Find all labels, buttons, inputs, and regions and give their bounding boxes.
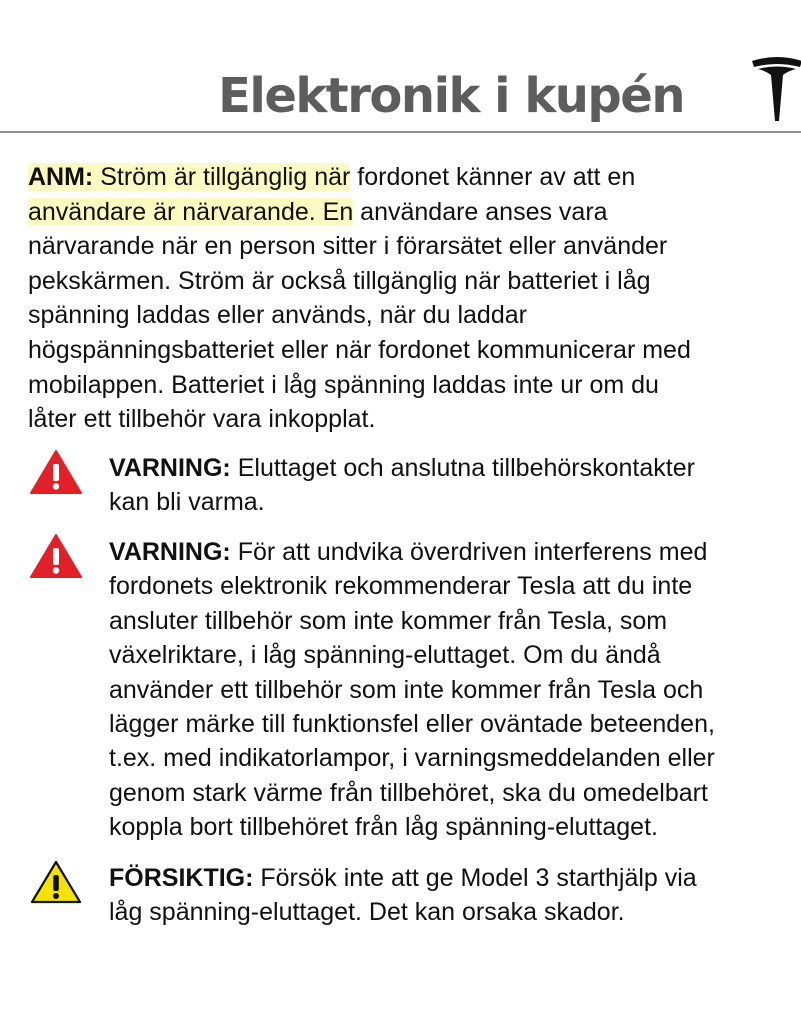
note-label: ANM: <box>28 163 94 191</box>
warning-line: fordonets elektronik rekommenderar Tesla att du inte <box>109 572 693 601</box>
warning-triangle-red-icon <box>29 533 83 579</box>
caution-line: låg spänning-eluttaget. Det kan orsaka skador. <box>109 898 625 927</box>
warning-line: använder ett tillbehör som inte kommer från Tesla och <box>109 675 704 704</box>
warning-block <box>109 451 801 520</box>
note-line: högspänningsbatteriet eller när fordonet kommunicerar med <box>28 335 691 364</box>
note-line: pekskärmen. Ström är också tillgänglig när batteriet i låg <box>28 266 651 295</box>
caution-line: FÖRSIKTIG: Försök inte att ge Model 3 starthjälp via <box>109 864 697 892</box>
note-line: användare är närvarande. En användare anses vara <box>28 197 608 226</box>
warning-block <box>109 535 801 845</box>
note-line: mobilappen. Batteriet i låg spänning laddas inte ur om du <box>28 370 659 399</box>
note-line: ANM: Ström är tillgänglig när fordonet känner av att en <box>28 163 636 191</box>
warning-line: VARNING: För att undvika överdriven interferens med <box>109 538 708 566</box>
page-title: Elektronik i kupén <box>218 68 684 124</box>
warning-line: koppla bort tillbehöret från låg spänning-eluttaget. <box>109 813 658 842</box>
warning-line: växelriktare, i låg spänning-eluttaget. Om du ändå <box>109 641 661 670</box>
warning-line: ansluter tillbehör som inte kommer från Tesla, som <box>109 606 668 635</box>
warning-label: VARNING: <box>109 538 231 566</box>
warning-line: genom stark värme från tillbehöret, ska du omedelbart <box>109 778 708 807</box>
header-divider <box>0 131 801 133</box>
warning-line: t.ex. med indikatorlampor, i varningsmeddelanden eller <box>109 744 715 773</box>
note-line: låter ett tillbehör vara inkopplat. <box>28 405 376 434</box>
caution-block <box>109 861 801 930</box>
tesla-logo-icon <box>750 55 801 123</box>
note-paragraph <box>28 160 801 437</box>
warning-label: VARNING: <box>109 454 231 482</box>
caution-label: FÖRSIKTIG: <box>109 864 254 892</box>
warning-line: lägger märke till funktionsfel eller oväntade beteenden, <box>109 709 715 738</box>
note-line: närvarande när en person sitter i förarsätet eller använder <box>28 232 668 261</box>
warning-line: VARNING: Eluttaget och anslutna tillbehörskontakter <box>109 454 695 482</box>
caution-triangle-yellow-icon <box>29 859 83 905</box>
note-line: spänning laddas eller används, när du laddar <box>28 301 527 330</box>
warning-triangle-red-icon <box>29 449 83 495</box>
warning-line: kan bli varma. <box>109 488 265 517</box>
